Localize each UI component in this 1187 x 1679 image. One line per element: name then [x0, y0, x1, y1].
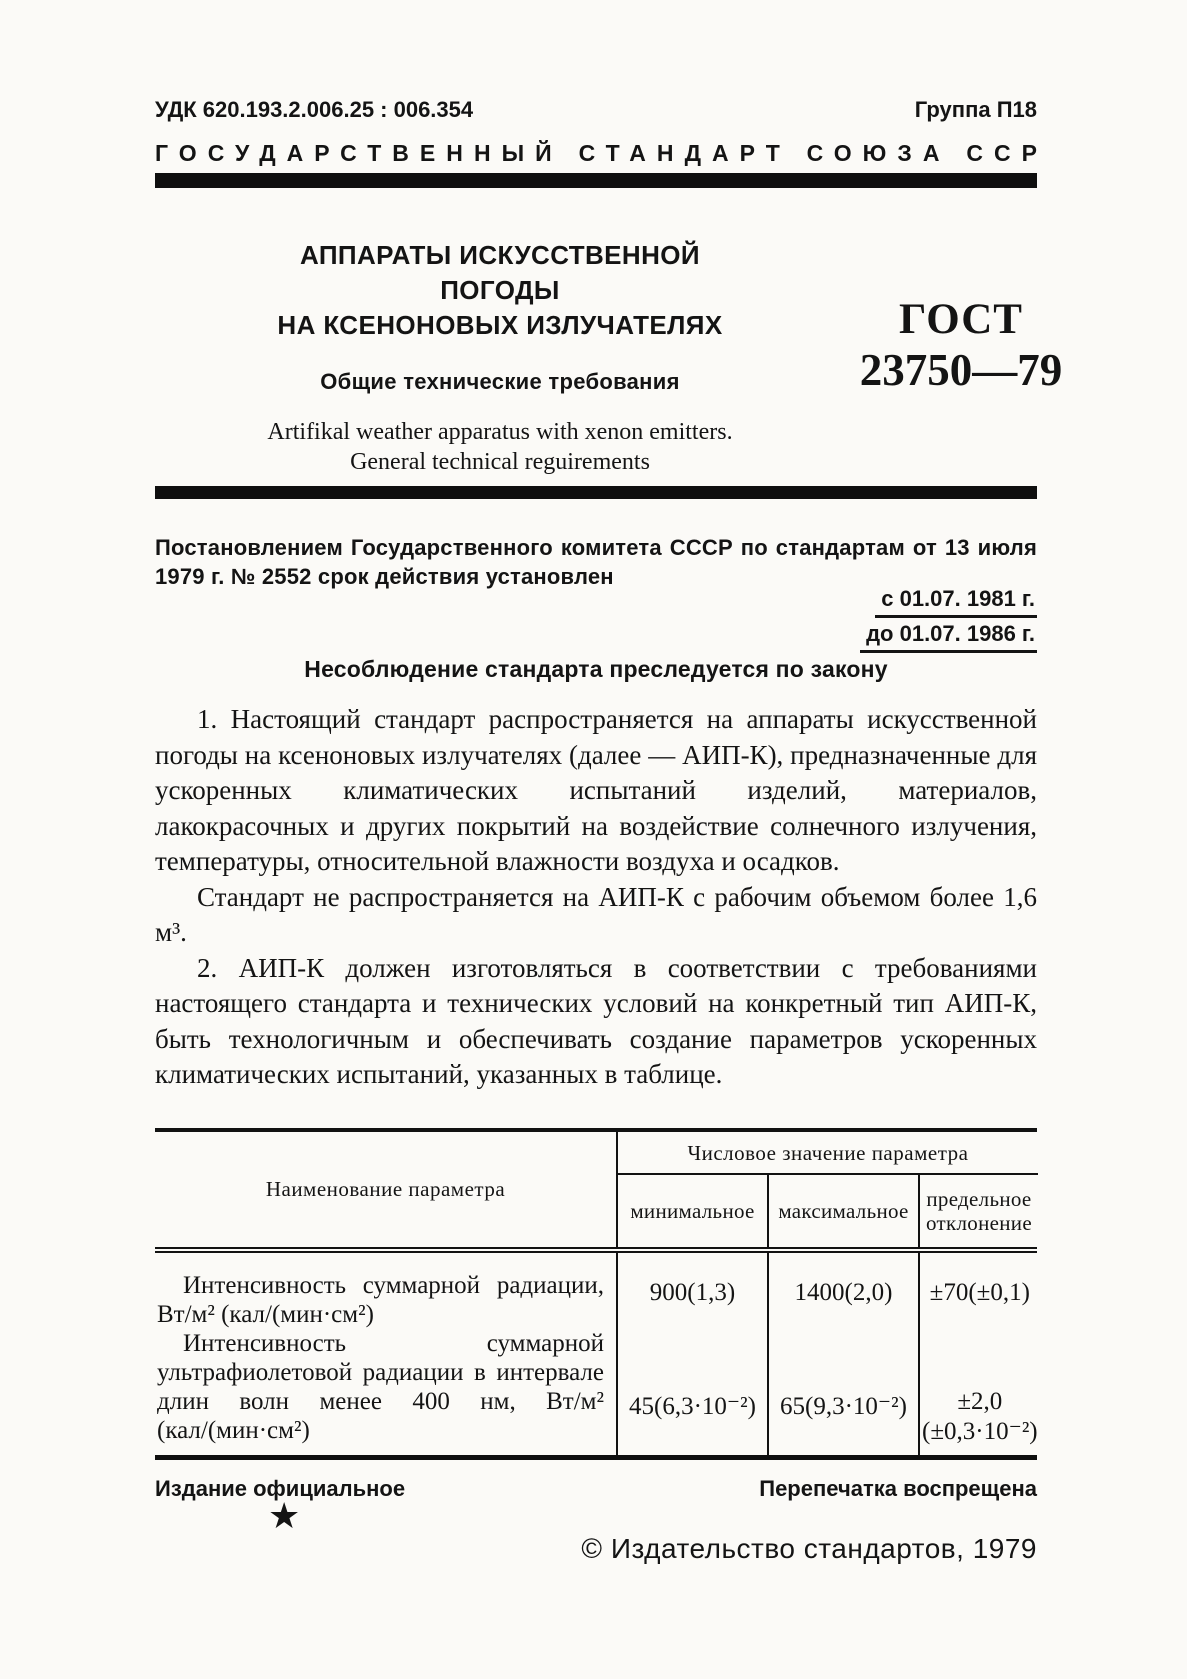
divider-bar-middle [155, 486, 1037, 499]
law-notice: Несоблюдение стандарта преследуется по закону [304, 656, 888, 682]
title-english-line1: Artifikal weather apparatus with xenon emitters. [267, 419, 733, 445]
table-header [155, 1128, 1037, 1253]
title-english [238, 417, 762, 477]
row-2-min-value: 45(6,3·10⁻²) [629, 1393, 756, 1420]
divider-bar-top [155, 173, 1037, 188]
state-standard-banner [155, 139, 1049, 167]
date-to: до 01.07. 1986 г. [860, 621, 1037, 653]
date-from: с 01.07. 1981 г. [875, 586, 1037, 618]
min-values-cell [618, 1253, 769, 1455]
validity-dates [155, 586, 1037, 656]
group-code: Группа П18 [914, 97, 1037, 122]
parameter-row-1-name: Интенсивность суммарной радиации, Вт/м² (кал/(мин·см²) [157, 1272, 604, 1328]
document-subtitle: Общие технические требования [320, 369, 680, 394]
row-1-min-value: 900(1,3) [649, 1279, 736, 1306]
resolution-paragraph: Постановлением Государственного комитета СССР по стандартам от 13 июля 1979 г. № 2552 срок действия установлен [155, 535, 1037, 589]
column-header-deviation: предельное отклонение [926, 1187, 1032, 1235]
title-block [238, 238, 762, 477]
standard-number-block [852, 296, 1070, 396]
column-header-min: минимальное [618, 1175, 769, 1247]
column-header-max: максимальное [769, 1175, 920, 1247]
max-values-cell [769, 1253, 920, 1455]
table-header-right [618, 1132, 1038, 1247]
standard-number: 23750—79 [859, 345, 1063, 395]
row-1-max-value: 1400(2,0) [794, 1279, 893, 1306]
banner-word: ГОСУДАРСТВЕННЫЙ [155, 140, 563, 166]
parameters-table [155, 1128, 1037, 1460]
standard-name: ГОСТ [899, 296, 1023, 343]
body-text [155, 702, 1037, 1093]
udk-code: УДК 620.193.2.006.25 : 006.354 [155, 97, 474, 122]
deviation-values-cell [920, 1253, 1040, 1455]
top-classification-row [155, 96, 1037, 124]
document-title-line2: НА КСЕНОНОВЫХ ИЗЛУЧАТЕЛЯХ [277, 310, 723, 340]
banner-word: ССР [966, 140, 1049, 166]
banner-word: СТАНДАРТ [578, 140, 791, 166]
paragraph-1: 1. Настоящий стандарт распространяется на аппараты искусственной погоды на ксеноновых излучателях (далее — АИП-К), предназначенные для ускоренных климатических испытаний изделий, материалов, лакокрасочных и других покрытий на воздействие солнечного излучения, температуры, относительной влажности воздуха и осадков. [155, 704, 1037, 876]
official-edition-label: Издание официальное [155, 1476, 406, 1501]
row-1-deviation-value: ±70(±0,1) [929, 1279, 1030, 1306]
copyright-line: © Издательство стандартов, 1979 [581, 1533, 1037, 1564]
document-title-line1: АППАРАТЫ ИСКУССТВЕННОЙ ПОГОДЫ [299, 240, 700, 305]
star-icon: ★ [268, 1495, 301, 1536]
column-group-header: Числовое значение параметра [618, 1132, 1038, 1175]
row-2-max-value: 65(9,3·10⁻²) [780, 1393, 907, 1420]
row-2-deviation-value: ±2,0 (±0,3·10⁻²) [922, 1388, 1038, 1445]
reprint-forbidden-label: Перепечатка воспрещена [759, 1476, 1037, 1501]
parameter-row-2-name: Интенсивность суммарной ультрафиолетовой радиации в интервале длин волн менее 400 нм, Вт/м² (кал/(мин·см²) [157, 1330, 604, 1444]
column-header-parameter-name: Наименование параметра [155, 1132, 618, 1247]
table-subheaders [618, 1175, 1038, 1247]
paragraph-2: Стандарт не распространяется на АИП-К с рабочим объемом более 1,6 м³. [155, 881, 1037, 947]
parameter-name-cell [155, 1253, 618, 1455]
paragraph-3: 2. АИП-К должен изготовляться в соответствии с требованиями настоящего стандарта и технических условий на конкретный тип АИП-К, быть технологичным и обеспечивать создание параметров ускоренных климатических испытаний, указанных в таблице. [155, 952, 1037, 1089]
banner-word: СОЮЗА [806, 140, 951, 166]
title-english-line2: General technical reguirements [350, 449, 650, 475]
table-body [155, 1253, 1037, 1460]
